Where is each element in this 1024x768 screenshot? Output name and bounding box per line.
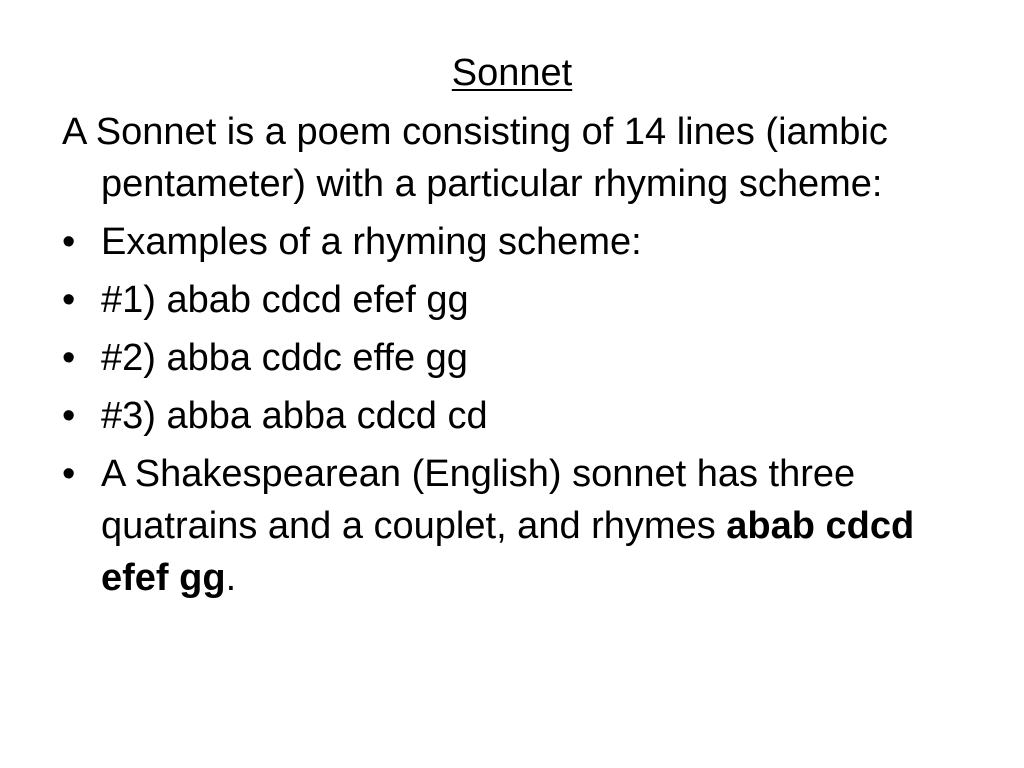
bullet-item-scheme-2 xyxy=(62,332,982,384)
bullet-item-shakespearean xyxy=(62,448,982,604)
bullet-item-examples xyxy=(62,216,982,268)
slide-title: Sonnet xyxy=(451,52,573,94)
bullet-text: Examples of a rhyming scheme: xyxy=(101,221,642,263)
bullet-item-scheme-3 xyxy=(62,390,982,442)
bullet-text-tail: . xyxy=(225,557,237,599)
bullet-list xyxy=(62,216,982,604)
bullet-icon: • xyxy=(62,453,76,495)
bullet-text: #3) abba abba cdcd cd xyxy=(101,395,488,437)
bullet-text: A Shakespearean (English) sonnet has three quatrains and a couplet, and rhymes xyxy=(101,453,856,547)
bullet-icon: • xyxy=(62,221,76,263)
bullet-text: #1) abab cdcd efef gg xyxy=(101,279,469,321)
slide-body xyxy=(62,106,982,610)
intro-paragraph: A Sonnet is a poem consisting of 14 lines (iambic pentameter) with a particular rhyming scheme: xyxy=(62,111,888,205)
bullet-item-scheme-1 xyxy=(62,274,982,326)
bullet-icon: • xyxy=(62,395,76,437)
bullet-icon: • xyxy=(62,279,76,321)
bullet-icon: • xyxy=(62,337,76,379)
bullet-text: #2) abba cddc effe gg xyxy=(101,337,468,379)
rhyme-scheme-bold: abab cdcd efef gg xyxy=(101,505,915,599)
